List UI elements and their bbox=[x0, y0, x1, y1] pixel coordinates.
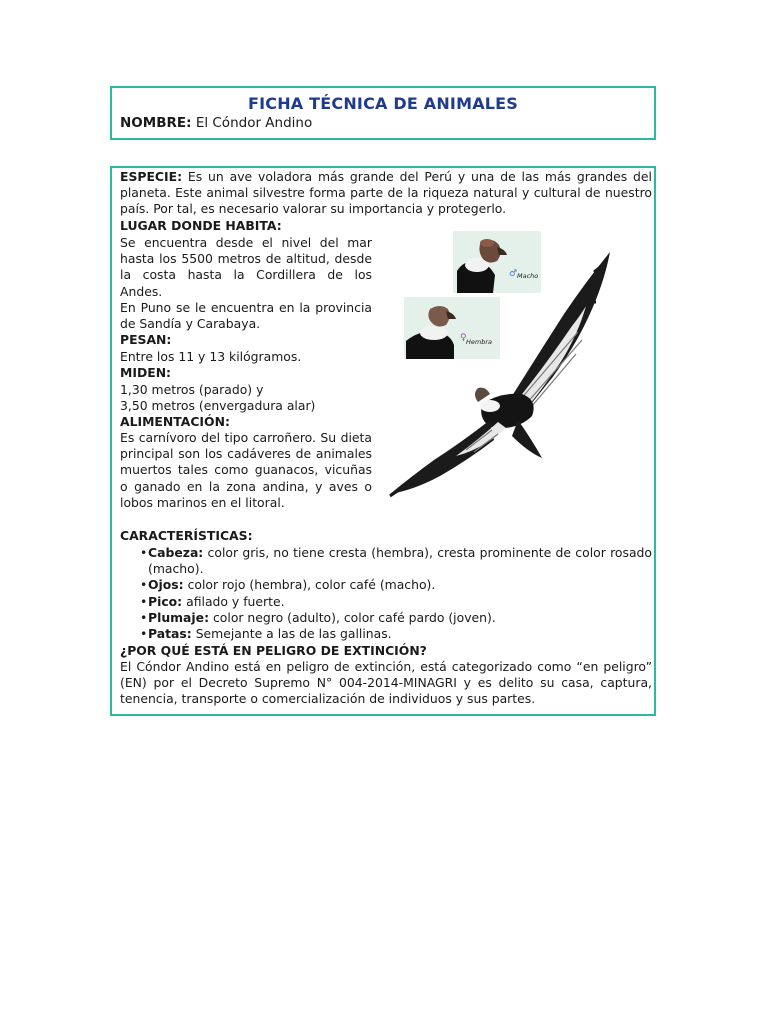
caracteristicas-label: CARACTERÍSTICAS: bbox=[120, 528, 253, 543]
bullet-icon: • bbox=[140, 626, 148, 642]
especie-paragraph bbox=[120, 169, 652, 218]
peligro-text: El Cóndor Andino está en peligro de extinción, está categorizado como “en peligro” (EN) por el Decreto Supremo N° 004-2014-MINAGRI y es delito su casa, captura, tenencia, transporte o comercialización de individuos y sus partes. bbox=[120, 659, 652, 707]
pesan-label: PESAN: bbox=[120, 332, 172, 347]
pesan-text: Entre los 11 y 13 kilógramos. bbox=[120, 349, 302, 364]
alimentacion-label: ALIMENTACIÓN: bbox=[120, 414, 230, 429]
item-label: Ojos: bbox=[148, 577, 184, 593]
page-title: FICHA TÉCNICA DE ANIMALES bbox=[247, 94, 519, 113]
miden-line-1: 1,30 metros (parado) y bbox=[120, 382, 264, 397]
miden-label: MIDEN: bbox=[120, 365, 172, 380]
item-text: color rojo (hembra), color café (macho). bbox=[187, 577, 436, 593]
female-label: Hembra bbox=[466, 338, 492, 346]
alimentacion-text: Es carnívoro del tipo carroñero. Su dieta principal son los cadáveres de animales muertos tales como guanacos, vicuñas o ganado en la zona andina, y aves o lobos marinos en el litoral. bbox=[120, 430, 372, 510]
name-line bbox=[120, 115, 654, 131]
male-label: Macho bbox=[517, 272, 539, 280]
list-item bbox=[120, 610, 652, 626]
item-text: color gris, no tiene cresta (hembra), cresta prominente de color rosado (macho). bbox=[148, 545, 652, 577]
female-symbol-icon: ♀ bbox=[460, 333, 467, 343]
peligro-label: ¿POR QUÉ ESTÁ EN PELIGRO DE EXTINCIÓN? bbox=[120, 643, 427, 658]
item-text: color negro (adulto), color café pardo (joven). bbox=[212, 609, 496, 625]
item-label: Cabeza: bbox=[148, 545, 204, 560]
habitat-label: LUGAR DONDE HABITA: bbox=[120, 218, 282, 233]
list-item bbox=[120, 626, 652, 642]
item-text: afilado y fuerte. bbox=[186, 593, 285, 609]
item-label: Plumaje: bbox=[148, 609, 210, 625]
content-box bbox=[110, 166, 656, 716]
bullet-icon: • bbox=[140, 593, 148, 609]
caracteristicas-list bbox=[120, 545, 652, 642]
item-text: Semejante a las de las gallinas. bbox=[195, 626, 392, 642]
list-item bbox=[120, 545, 652, 577]
bullet-icon: • bbox=[140, 577, 148, 593]
item-label: Patas: bbox=[148, 626, 192, 642]
bullet-icon: • bbox=[140, 545, 148, 560]
list-item bbox=[120, 594, 652, 610]
name-value: El Cóndor Andino bbox=[195, 115, 313, 131]
list-item bbox=[120, 577, 652, 593]
especie-label: ESPECIE: bbox=[120, 169, 183, 184]
especie-text: Es un ave voladora más grande del Perú y una de las más grandes del planeta. Este animal silvestre forma parte de la riqueza natural y cultural de nuestro país. Por tal, es necesario valorar su importancia y protegerlo. bbox=[120, 169, 652, 217]
bullet-icon: • bbox=[140, 609, 148, 625]
habitat-paragraph-2: En Puno se le encuentra en la provincia de Sandía y Carabaya. bbox=[120, 300, 372, 332]
name-label: NOMBRE: bbox=[120, 115, 192, 131]
item-label: Pico: bbox=[148, 593, 183, 609]
habitat-paragraph-1: Se encuentra desde el nivel del mar hasta los 5500 metros de altitud, desde la costa hasta la Cordillera de los Andes. bbox=[120, 235, 372, 299]
title-box bbox=[110, 86, 656, 140]
male-symbol-icon: ♂ bbox=[509, 269, 518, 279]
miden-line-2: 3,50 metros (envergadura alar) bbox=[120, 398, 316, 413]
flying-condor-illustration bbox=[382, 244, 622, 504]
